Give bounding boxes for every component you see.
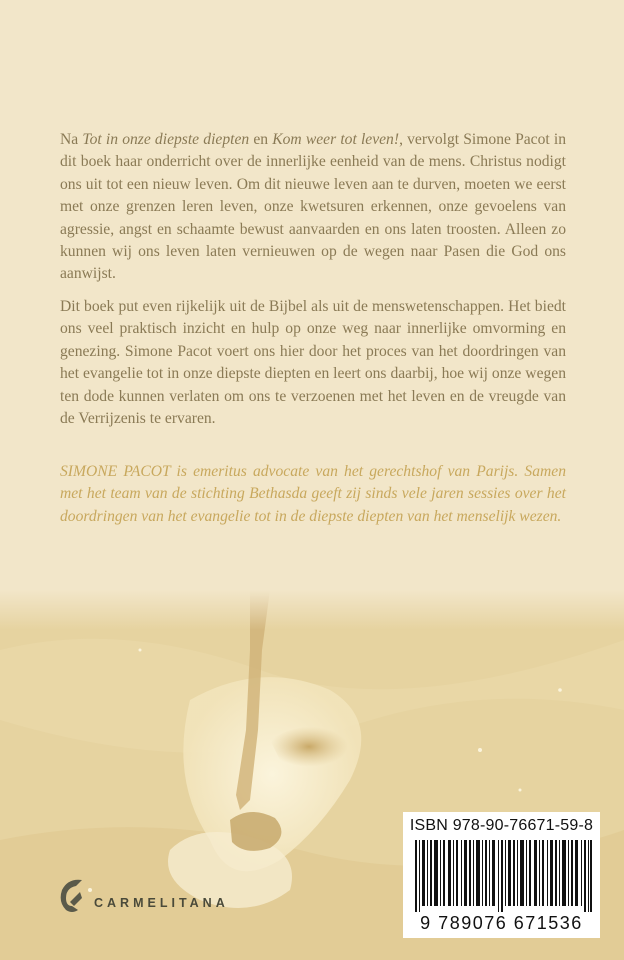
- publisher-logo: [58, 874, 229, 918]
- barcode-number: 9 789076 671536: [420, 913, 583, 933]
- description-paragraph-2: Dit boek put even rijkelijk uit de Bijbel als uit de menswetenschappen. Het biedt ons veel praktisch inzicht en hulp op onze weg naar innerlijke omvorming en genezing. Simone Pacot voert ons hier door het proces van het doordringen van het evangelie tot in onze diepste diepten en leert ons daarbij, hoe wij onze wegen ten dode kunnen verlaten om ons te verzoenen met het leven en de vreugde van de Verrijzenis te ervaren.: [60, 298, 566, 428]
- author-bio: SIMONE PACOT is emeritus advocate van het gerechtshof van Parijs. Samen met het team van de stichting Bethasda geeft zij sinds vele jaren sessies over het doordringen van het evangelie tot in de diepste diepten van het menselijk wezen.: [60, 463, 566, 525]
- publisher-name: CARMELITANA: [94, 896, 229, 910]
- book-title-2: Kom weer tot leven!: [272, 131, 400, 148]
- carmelitana-logo-icon: [58, 876, 84, 916]
- barcode-box: [403, 812, 600, 938]
- book-title-1: Tot in onze diepste diepten: [82, 131, 250, 148]
- isbn-label: ISBN 978-90-76671-59-8: [409, 817, 594, 834]
- photo-fade: [0, 590, 624, 630]
- description-paragraph-1: Na Tot in onze diepste diepten en Kom weer tot leven!, vervolgt Simone Pacot in dit boek haar onderricht over de innerlijke eenheid van de mens. Christus nodigt ons uit tot een nieuw leven. Om dit nieuwe leven aan te durven, moeten we eerst met onze grenzen leren leven, onze kwetsuren erkennen, onze gevoelens van agressie, angst en schaamte bewust aanvaarden en ons laten troosten. Alleen zo kunnen wij ons leven laten vernieuwen op de wegen naar Pasen die God ons aanwijst.: [60, 131, 567, 283]
- barcode-bars: [413, 840, 593, 912]
